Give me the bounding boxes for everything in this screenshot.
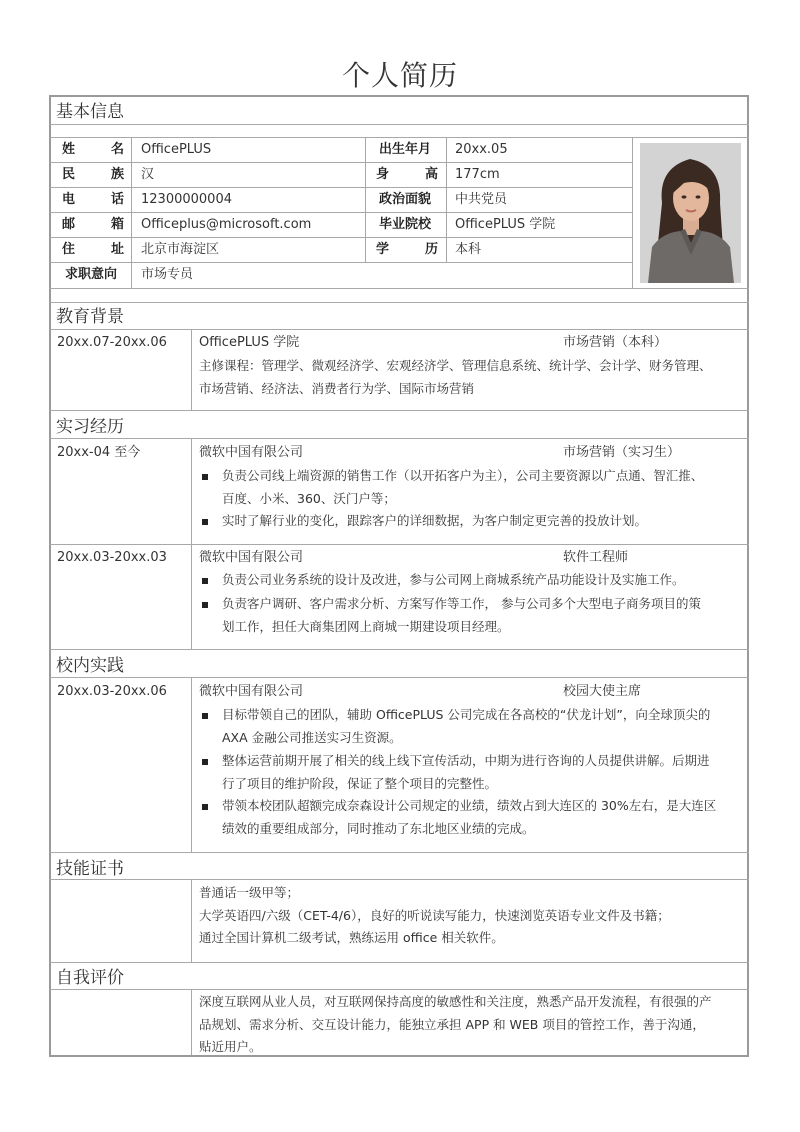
bullet-line: 划工作，担任大商集团网上商城一期建设项目经理。 (222, 618, 510, 634)
divider (191, 990, 192, 1055)
divider (49, 262, 632, 263)
value-objective: 市场专员 (141, 267, 194, 282)
value-email: Officeplus@microsoft.com (141, 217, 312, 232)
campus-bullet-1 (222, 704, 744, 749)
value-address: 北京市海淀区 (141, 242, 220, 257)
label-school: 毕业院校 (378, 217, 431, 232)
label-political: 政治面貌 (378, 192, 431, 207)
value-birth: 20xx.05 (455, 142, 508, 157)
value-phone: 12300000004 (141, 192, 232, 207)
value-ethnicity: 汉 (141, 167, 155, 182)
person-portrait-icon (640, 143, 741, 283)
skills-list (199, 882, 745, 950)
bullet-line: AXA 金融公司推送实习生资源。 (222, 729, 402, 745)
self-line: 深度互联网从业人员，对互联网保持高度的敏感性和关注度，熟悉产品开发流程，有很强的产 (199, 994, 712, 1009)
divider (49, 288, 749, 289)
education-date: 20xx.07-20xx.06 (57, 335, 167, 350)
internship-2-role: 软件工程师 (563, 550, 629, 565)
bullet-icon (202, 519, 208, 525)
section-basic-heading: 基本信息 (49, 99, 749, 125)
bullet-icon (202, 578, 208, 584)
divider (191, 678, 192, 852)
internship-1-bullet-1 (222, 465, 744, 510)
section-self-heading: 自我评价 (49, 964, 749, 990)
label-phone: 电话 (62, 192, 124, 207)
education-school: OfficePLUS 学院 (199, 335, 300, 350)
bullet-line: 负责客户调研、客户需求分析、方案写作等工作， 参与公司多个大型电子商务项目的策 (222, 596, 701, 611)
bullet-line: 整体运营前期开展了相关的线上线下宣传活动，中期为进行咨询的人员提供讲解。后期进 (222, 753, 710, 768)
value-name: OfficePLUS (141, 142, 212, 157)
bullet-line: 行了项目的维护阶段，保证了整个项目的完整性。 (222, 775, 498, 791)
divider (49, 852, 749, 853)
internship-1-date: 20xx-04 至今 (57, 445, 141, 460)
course-line: 市场营销、经济法、消费者行为学、国际市场营销 (199, 380, 475, 396)
internship-1-company: 微软中国有限公司 (199, 445, 304, 460)
internship-2-company: 微软中国有限公司 (199, 550, 304, 565)
internship-2-bullet-2 (222, 593, 744, 638)
profile-photo (640, 143, 741, 283)
campus-date: 20xx.03-20xx.06 (57, 684, 167, 699)
bullet-icon (202, 713, 208, 719)
course-line: 主修课程：管理学、微观经济学、宏观经济学、管理信息系统、统计学、会计学、财务管理、 (199, 358, 712, 373)
bullet-icon (202, 474, 208, 480)
section-education-heading: 教育背景 (49, 303, 749, 330)
skill-line: 普通话一级甲等； (199, 885, 300, 900)
section-campus-heading: 校内实践 (49, 651, 749, 678)
internship-1-bullet-2 (222, 510, 744, 533)
divider (632, 137, 633, 288)
skill-line: 通过全国计算机二级考试，熟练运用 office 相关软件。 (199, 930, 504, 945)
label-degree: 学历 (376, 242, 438, 257)
value-height: 177cm (455, 167, 500, 182)
skill-line: 大学英语四/六级（CET-4/6），良好的听说读写能力，快速浏览英语专业文件及书籍； (199, 907, 670, 923)
bullet-line: 百度、小米、360、沃门户等； (222, 490, 396, 506)
divider (446, 137, 447, 262)
label-objective: 求职意向 (64, 267, 117, 282)
internship-1-role: 市场营销（实习生） (563, 445, 681, 460)
bullet-line: 实时了解行业的变化，跟踪客户的详细数据，为客户制定更完善的投放计划。 (222, 513, 648, 528)
label-birth: 出生年月 (378, 142, 431, 157)
divider (49, 410, 749, 411)
self-line: 品规划、需求分析、交互设计能力，能独立承担 APP 和 WEB 项目的管控工作，善于沟通， (199, 1016, 705, 1032)
campus-company: 微软中国有限公司 (199, 684, 304, 699)
value-school: OfficePLUS 学院 (455, 217, 556, 232)
divider (49, 649, 749, 650)
bullet-icon (202, 804, 208, 810)
self-line: 贴近用户。 (199, 1039, 262, 1054)
section-internship-heading: 实习经历 (49, 412, 749, 439)
divider (49, 237, 632, 238)
internship-2-bullet-1 (222, 569, 744, 592)
label-name: 姓名 (62, 142, 124, 157)
divider (49, 187, 632, 188)
bullet-line: 负责公司线上端资源的销售工作（以开拓客户为主），公司主要资源以广点通、智汇推、 (222, 468, 704, 483)
divider (191, 330, 192, 410)
campus-bullet-3 (222, 795, 744, 840)
bullet-line: 绩效的重要组成部分，同时推动了东北地区业绩的完成。 (222, 820, 535, 836)
label-ethnicity: 民族 (62, 167, 124, 182)
value-political: 中共党员 (455, 192, 508, 207)
label-height: 身高 (376, 167, 438, 182)
education-courses (199, 355, 745, 400)
education-major: 市场营销（本科） (563, 335, 668, 350)
divider (191, 880, 192, 962)
label-email: 邮箱 (62, 217, 124, 232)
divider (49, 544, 749, 545)
bullet-line: 目标带领自己的团队，辅助 OfficePLUS 公司完成在各高校的“伏龙计划”，向全球顶尖的 (222, 707, 711, 722)
campus-bullet-2 (222, 750, 744, 795)
bullet-line: 带领本校团队超额完成奈森设计公司规定的业绩，绩效占到大连区的 30%左右，是大连区 (222, 798, 717, 813)
divider (49, 962, 749, 963)
bullet-icon (202, 602, 208, 608)
internship-2-date: 20xx.03-20xx.03 (57, 550, 167, 565)
value-degree: 本科 (455, 242, 482, 257)
divider (365, 137, 366, 262)
self-evaluation (199, 991, 745, 1059)
campus-role: 校园大使主席 (563, 684, 642, 699)
divider (131, 137, 132, 288)
bullet-line: 负责公司业务系统的设计及改进，参与公司网上商城系统产品功能设计及实施工作。 (222, 572, 685, 587)
label-address: 住址 (62, 242, 124, 257)
divider (49, 162, 632, 163)
section-skills-heading: 技能证书 (49, 854, 749, 880)
bullet-icon (202, 759, 208, 765)
page-title: 个人简历 (341, 59, 458, 92)
